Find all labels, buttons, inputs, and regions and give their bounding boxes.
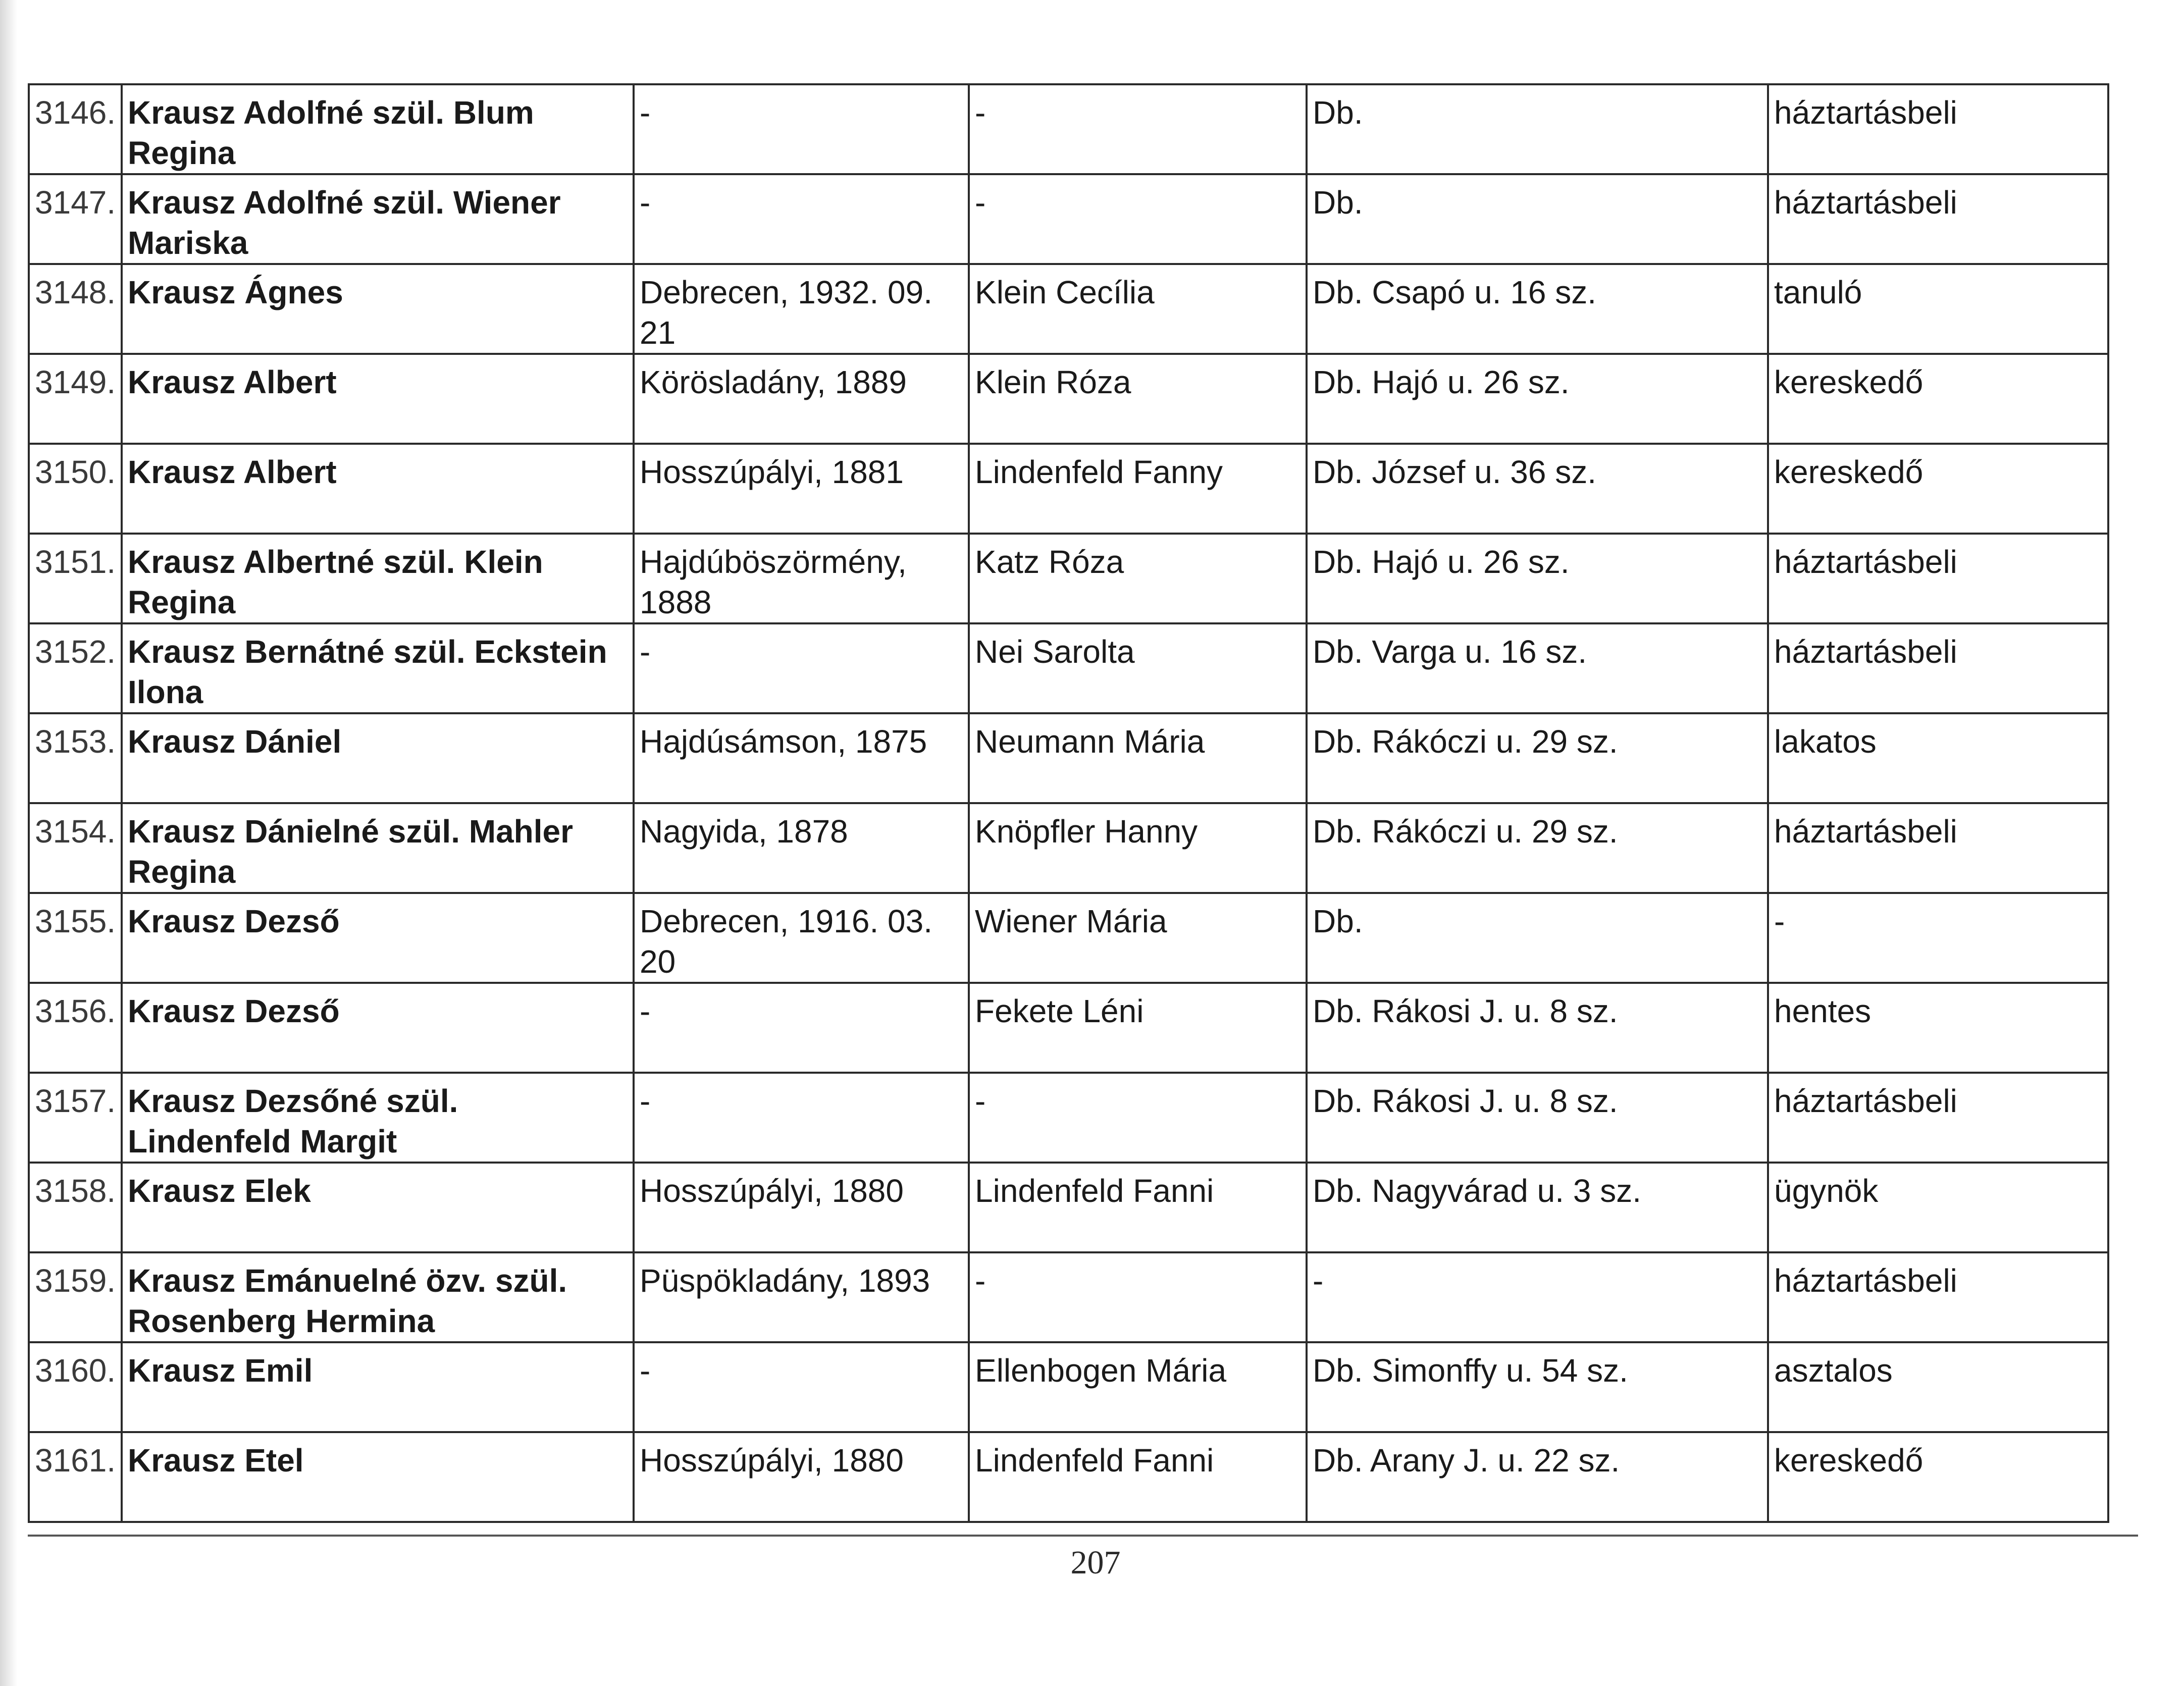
mother-name: - [969, 84, 1307, 174]
table-row [29, 264, 2108, 354]
occupation: háztartásbeli [1768, 1073, 2108, 1163]
address: Db. Hajó u. 26 sz. [1307, 354, 1768, 444]
birth-place-date: - [634, 1073, 969, 1163]
person-name: Krausz Albertné szül. Klein Regina [122, 534, 634, 623]
address: Db. Hajó u. 26 sz. [1307, 534, 1768, 623]
table-row [29, 623, 2108, 713]
entry-number: 3146. [29, 84, 122, 174]
book-spine-shadow [0, 0, 17, 1686]
birth-place-date: Hosszúpályi, 1880 [634, 1163, 969, 1252]
mother-name: Fekete Léni [969, 983, 1307, 1073]
person-name: Krausz Dezső [122, 893, 634, 983]
birth-place-date: - [634, 174, 969, 264]
birth-place-date: Nagyida, 1878 [634, 803, 969, 893]
mother-name: Lindenfeld Fanni [969, 1163, 1307, 1252]
register-table [28, 83, 2109, 1523]
mother-name: - [969, 1252, 1307, 1342]
mother-name: Neumann Mária [969, 713, 1307, 803]
mother-name: - [969, 1073, 1307, 1163]
occupation: kereskedő [1768, 444, 2108, 534]
table-row [29, 1342, 2108, 1432]
birth-place-date: Hajdúböszörmény, 1888 [634, 534, 969, 623]
occupation: ügynök [1768, 1163, 2108, 1252]
person-name: Krausz Elek [122, 1163, 634, 1252]
birth-place-date: Püspökladány, 1893 [634, 1252, 969, 1342]
birth-place-date: Hajdúsámson, 1875 [634, 713, 969, 803]
occupation: lakatos [1768, 713, 2108, 803]
table-row [29, 444, 2108, 534]
mother-name: Nei Sarolta [969, 623, 1307, 713]
entry-number: 3161. [29, 1432, 122, 1522]
occupation: háztartásbeli [1768, 534, 2108, 623]
address: Db. Varga u. 16 sz. [1307, 623, 1768, 713]
entry-number: 3154. [29, 803, 122, 893]
occupation: háztartásbeli [1768, 623, 2108, 713]
mother-name: Katz Róza [969, 534, 1307, 623]
birth-place-date: Hosszúpályi, 1880 [634, 1432, 969, 1522]
address: - [1307, 1252, 1768, 1342]
mother-name: Ellenbogen Mária [969, 1342, 1307, 1432]
person-name: Krausz Emil [122, 1342, 634, 1432]
occupation: tanuló [1768, 264, 2108, 354]
entry-number: 3149. [29, 354, 122, 444]
entry-number: 3148. [29, 264, 122, 354]
person-name: Krausz Albert [122, 444, 634, 534]
entry-number: 3152. [29, 623, 122, 713]
table-row [29, 174, 2108, 264]
person-name: Krausz Dezsőné szül. Lindenfeld Margit [122, 1073, 634, 1163]
table-row [29, 1432, 2108, 1522]
address: Db. [1307, 893, 1768, 983]
person-name: Krausz Ágnes [122, 264, 634, 354]
person-name: Krausz Dánielné szül. Mahler Regina [122, 803, 634, 893]
birth-place-date: Hosszúpályi, 1881 [634, 444, 969, 534]
address: Db. Simonffy u. 54 sz. [1307, 1342, 1768, 1432]
person-name: Krausz Adolfné szül. Blum Regina [122, 84, 634, 174]
birth-place-date: - [634, 983, 969, 1073]
entry-number: 3159. [29, 1252, 122, 1342]
table-row [29, 893, 2108, 983]
address: Db. Csapó u. 16 sz. [1307, 264, 1768, 354]
table-row [29, 983, 2108, 1073]
birth-place-date: Debrecen, 1916. 03. 20 [634, 893, 969, 983]
occupation: háztartásbeli [1768, 1252, 2108, 1342]
entry-number: 3158. [29, 1163, 122, 1252]
table-row [29, 713, 2108, 803]
person-name: Krausz Emánuelné özv. szül. Rosenberg Hermina [122, 1252, 634, 1342]
mother-name: Knöpfler Hanny [969, 803, 1307, 893]
mother-name: Lindenfeld Fanny [969, 444, 1307, 534]
birth-place-date: Debrecen, 1932. 09. 21 [634, 264, 969, 354]
address: Db. Nagyvárad u. 3 sz. [1307, 1163, 1768, 1252]
occupation: - [1768, 893, 2108, 983]
occupation: háztartásbeli [1768, 803, 2108, 893]
person-name: Krausz Dezső [122, 983, 634, 1073]
person-name: Krausz Adolfné szül. Wiener Mariska [122, 174, 634, 264]
mother-name: - [969, 174, 1307, 264]
entry-number: 3151. [29, 534, 122, 623]
address: Db. Arany J. u. 22 sz. [1307, 1432, 1768, 1522]
entry-number: 3155. [29, 893, 122, 983]
occupation: kereskedő [1768, 354, 2108, 444]
table-row [29, 803, 2108, 893]
entry-number: 3153. [29, 713, 122, 803]
occupation: kereskedő [1768, 1432, 2108, 1522]
birth-place-date: - [634, 623, 969, 713]
occupation: háztartásbeli [1768, 174, 2108, 264]
entry-number: 3160. [29, 1342, 122, 1432]
entry-number: 3147. [29, 174, 122, 264]
entry-number: 3157. [29, 1073, 122, 1163]
person-name: Krausz Albert [122, 354, 634, 444]
occupation: háztartásbeli [1768, 84, 2108, 174]
register-body [29, 84, 2108, 1522]
address: Db. József u. 36 sz. [1307, 444, 1768, 534]
address: Db. Rákosi J. u. 8 sz. [1307, 983, 1768, 1073]
table-row [29, 84, 2108, 174]
mother-name: Wiener Mária [969, 893, 1307, 983]
table-row [29, 1163, 2108, 1252]
table-row [29, 534, 2108, 623]
address: Db. Rákosi J. u. 8 sz. [1307, 1073, 1768, 1163]
mother-name: Klein Róza [969, 354, 1307, 444]
entry-number: 3150. [29, 444, 122, 534]
occupation: hentes [1768, 983, 2108, 1073]
person-name: Krausz Etel [122, 1432, 634, 1522]
mother-name: Klein Cecília [969, 264, 1307, 354]
table-row [29, 1252, 2108, 1342]
mother-name: Lindenfeld Fanni [969, 1432, 1307, 1522]
footer-divider [28, 1535, 2138, 1537]
table-row [29, 354, 2108, 444]
table-row [29, 1073, 2108, 1163]
page-number: 207 [1070, 1544, 1121, 1581]
address: Db. Rákóczi u. 29 sz. [1307, 713, 1768, 803]
entry-number: 3156. [29, 983, 122, 1073]
address: Db. [1307, 174, 1768, 264]
occupation: asztalos [1768, 1342, 2108, 1432]
birth-place-date: - [634, 84, 969, 174]
address: Db. [1307, 84, 1768, 174]
birth-place-date: - [634, 1342, 969, 1432]
address: Db. Rákóczi u. 29 sz. [1307, 803, 1768, 893]
person-name: Krausz Bernátné szül. Eckstein Ilona [122, 623, 634, 713]
birth-place-date: Körösladány, 1889 [634, 354, 969, 444]
person-name: Krausz Dániel [122, 713, 634, 803]
